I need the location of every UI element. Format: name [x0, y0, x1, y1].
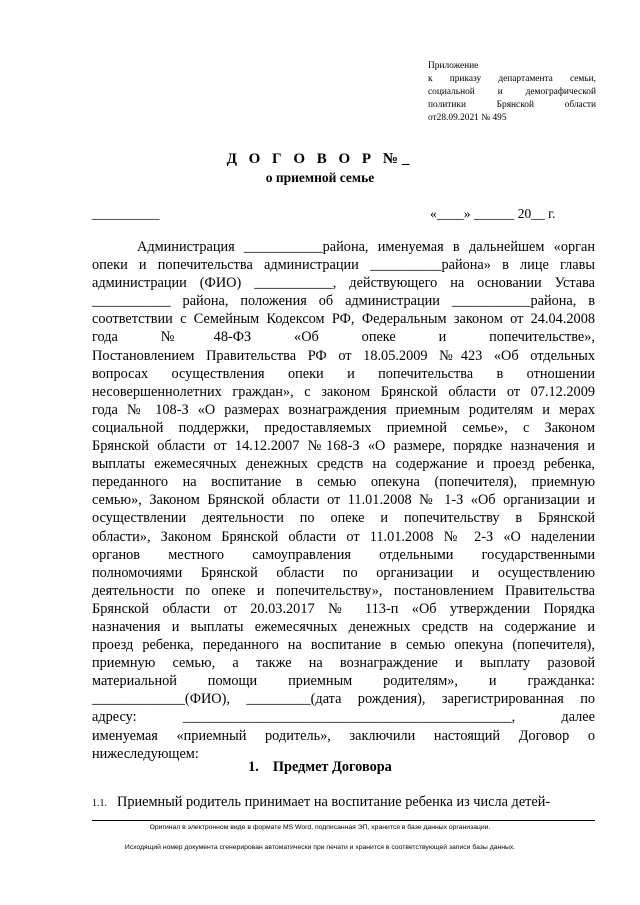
appendix-line: социальной и демографической [428, 87, 596, 97]
paragraph-line: несовершеннолетних граждан», с законом Брянской области от 07.12.2009 [92, 383, 595, 400]
paragraph-line: Брянской области от 14.12.2007 №168-З «О размере, порядке назначения и [92, 438, 595, 455]
paragraph-line: деятельности по опеке и попечительству», постановлением Правительства [92, 582, 595, 599]
paragraph-line: опеки и попечительства администрации __________района» в лице главы [92, 257, 595, 274]
paragraph-line: области», Законом Брянской области от 11.01.2008 № 2-З «О наделении [92, 528, 595, 545]
paragraph-line: приемную семью, а также на вознаграждение и выплату разовой [92, 655, 595, 672]
paragraph-line: осуществлении деятельности по опеке и попечительству в Брянской [92, 510, 595, 527]
paragraph-line: нижеследующем: [92, 745, 199, 762]
paragraph-line: адресу: ______________________________________________, далее [92, 709, 595, 726]
clause-text: Приемный родитель принимает на воспитание ребенка из числа детей- [117, 794, 551, 810]
paragraph-line: ___________ района, положения об администрации ___________района, в [92, 293, 595, 310]
paragraph-line: года № 108-З «О размерах вознаграждения приемным родителям и мерах [92, 401, 595, 418]
paragraph-line: переданного на воспитание в семью опекуна (попечителя), приемную [92, 474, 595, 491]
paragraph-line: материальной помощи приемным родителям», и гражданка: [92, 673, 595, 690]
paragraph-line: года №48-ФЗ «Об опеке и попечительстве», [92, 329, 595, 346]
appendix-line: от28.09.2021 № 495 [428, 113, 507, 123]
footer-original-note: Оригинал в электронном виде в формате MS Word, подписанная ЭП, хранится в базе данных организации. [149, 824, 491, 831]
appendix-line: к приказу департамента семьи, [428, 74, 596, 84]
paragraph-line: _____________(ФИО), _________(дата рождения), зарегистрированная по [92, 691, 595, 708]
paragraph-line: проезд ребенка, переданного на воспитание в семью опекуна (попечителя), [92, 637, 595, 654]
section-heading [0, 759, 640, 776]
paragraph-line: Брянской области от 20.03.2017 № 113-п «Об утверждении Порядка [92, 600, 595, 617]
paragraph-line: семью», Законом Брянской области от 11.01.2008 № 1-З «Об организации и [92, 492, 595, 509]
contract-subtitle: о приемной семье [265, 170, 375, 185]
contract-title: Д О Г О В О Р №_ [226, 151, 414, 167]
paragraph-line: Администрация ___________района, именуемая в дальнейшем «орган [137, 239, 595, 255]
paragraph-line: назначения и выплаты ежемесячных денежных средств на содержание и [92, 618, 595, 635]
section-title: Предмет Договора [272, 759, 392, 775]
paragraph-line: соответствии с Семейным Кодексом РФ, Федеральным законом от 24.04.2008 [92, 311, 595, 328]
clause-number: 1.1. [92, 798, 107, 809]
paragraph-line: социальной поддержки, предоставляемых приемной семье», с Законом [92, 419, 595, 436]
appendix-line: Приложение [428, 61, 479, 71]
paragraph-line: именуемая «приемный родитель», заключили настоящий Договор о [92, 727, 595, 744]
paragraph-line: выплаты ежемесячных денежных средств на содержание и проезд ребенка, [92, 456, 595, 473]
appendix-line: политики Брянской области [428, 100, 596, 110]
date-blank: «____» ______ 20__ г. [430, 206, 556, 221]
preamble-paragraph [92, 238, 595, 763]
section-number: 1. [248, 759, 259, 775]
paragraph-line: Постановлением Правительства РФ от 18.05.2009 №423 «Об отдельных [92, 347, 595, 364]
footer-number-note: Исходящий номер документа сгенерирован автоматически при печати и хранится в соответствующей записи базы данных. [124, 844, 516, 851]
appendix-note [428, 60, 596, 125]
clause-1-1 [92, 794, 595, 811]
footer-divider [92, 820, 595, 821]
paragraph-line: полномочиями Брянской области по организации и осуществлению [92, 564, 595, 581]
paragraph-line: органов местного самоуправления отдельными государственными [92, 546, 595, 563]
place-blank: __________ [92, 206, 160, 221]
paragraph-line: администрации (ФИО) ___________, действующего на основании Устава [92, 275, 595, 292]
paragraph-line: вопросах осуществления опеки и попечительства в отношении [92, 365, 595, 382]
